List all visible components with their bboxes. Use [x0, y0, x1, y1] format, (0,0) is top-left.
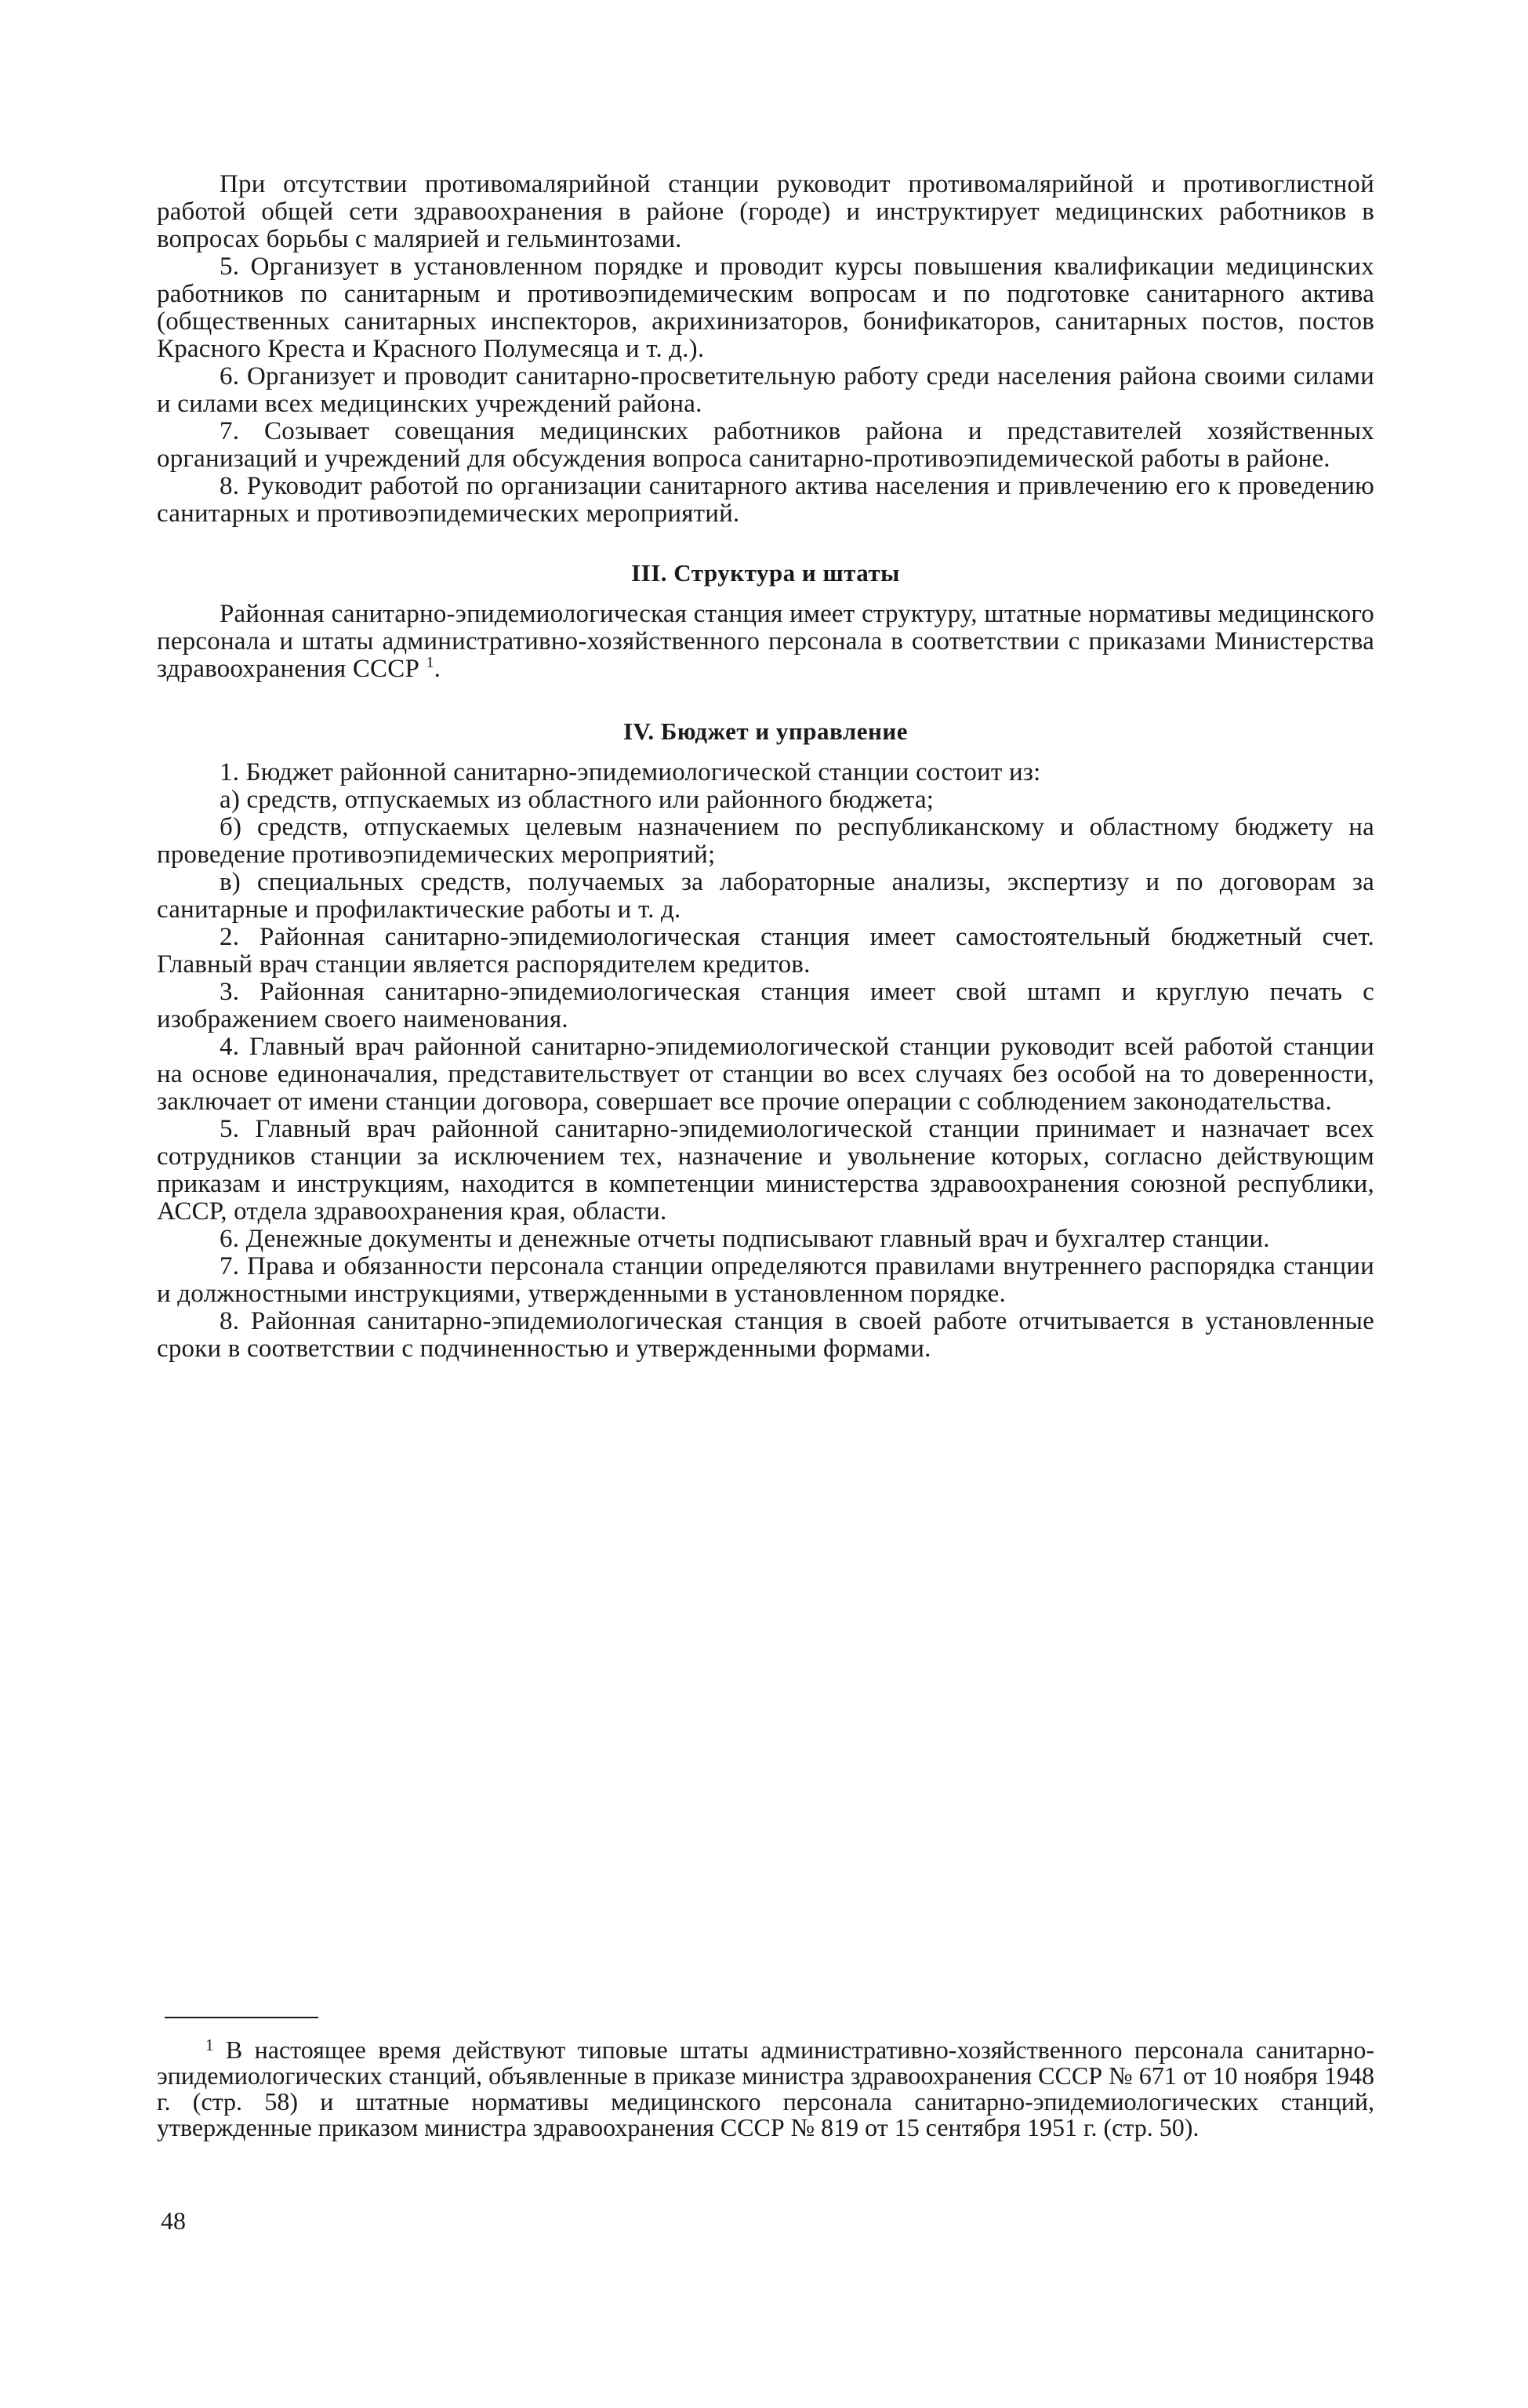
section-3-text [157, 601, 1374, 683]
budget-paragraph: 6. Денежные документы и денежные отчеты подписывают главный врач и бухгалтер станции. [220, 1225, 1270, 1253]
section-3-body: Районная санитарно-эпидемиологическая станция имеет структуру, штатные нормативы медицинского персонала и штаты административно-хозяйственного персонала в соответствии с приказами Министерства здравоохранения СССР [157, 600, 1374, 683]
budget-paragraph: 2. Районная санитарно-эпидемиологическая станция имеет самостоятельный бюджетный счет. Главный врач станции является распорядителем кредитов. [157, 923, 1374, 979]
section-3-period: . [434, 655, 441, 683]
budget-paragraph: 4. Главный врач районной санитарно-эпидемиологической станции руководит всей работой станции на основе единоначалия, представительствует от станции во всех случаях без особой на то доверенности, заключает от имени станции договора, совершает все прочие операции с соблюдением законодательства. [157, 1033, 1374, 1116]
budget-paragraph: 8. Районная санитарно-эпидемиологическая станция в своей работе отчитывается в установленные сроки в соответствии с подчиненностью и утвержденными формами. [157, 1307, 1374, 1363]
footnote-separator [165, 2017, 318, 2018]
intro-paragraph: 7. Созывает совещания медицинских работников района и представителей хозяйственных организаций и учреждений для обсуждения вопроса санитарно-противоэпидемической работы в районе. [157, 417, 1374, 473]
intro-paragraph: 6. Организует и проводит санитарно-просветительную работу среди населения района своими силами и силами всех медицинских учреждений района. [157, 362, 1374, 418]
budget-paragraph: в) специальных средств, получаемых за лабораторные анализы, экспертизу и по договорам за санитарные и профилактические работы и т. д. [157, 868, 1374, 924]
budget-paragraph: 7. Права и обязанности персонала станции определяются правилами внутреннего распорядка станции и должностными инструкциями, утвержденными в установленном порядке. [157, 1252, 1374, 1308]
budget-paragraph: 3. Районная санитарно-эпидемиологическая станция имеет свой штамп и круглую печать с изображением своего наименования. [157, 978, 1374, 1033]
budget-paragraph: а) средств, отпускаемых из областного или районного бюджета; [220, 786, 935, 814]
intro-paragraph: При отсутствии противомалярийной станции руководит противомалярийной и противоглистной работой общей сети здравоохранения в районе (городе) и инструктирует медицинских работников в вопросах борьбы с малярией и гельминтозами. [157, 170, 1374, 253]
budget-paragraph: 1. Бюджет районной санитарно-эпидемиологической станции состоит из: [220, 758, 1041, 786]
page-body [157, 171, 1374, 1363]
footnote-reference: 1 [426, 654, 434, 671]
footnote-text: В настоящее время действуют типовые штаты административно-хозяйственного персонала санитарно-эпидемиологических станций, объявленные в приказе министра здравоохранения СССР № 671 от 10 ноября 1948 г. (стр. 58) и штатные нормативы медицинского персонала санитарно-эпидемиологических станций, утвержденные приказом министра здравоохранения СССР № 819 от 15 сентября 1951 г. (стр. 50). [157, 2036, 1375, 2141]
intro-paragraph: 5. Организует в установленном порядке и проводит курсы повышения квалификации медицинских работников по санитарным и противоэпидемическим вопросам и по подготовке санитарного актива (общественных санитарных инспекторов, акрихинизаторов, бонификаторов, санитарных постов, постов Красного Креста и Красного Полумесяца и т. д.). [157, 252, 1374, 363]
budget-paragraph: б) средств, отпускаемых целевым назначением по республиканскому и областному бюджету на проведение противоэпидемических мероприятий; [157, 813, 1374, 869]
budget-paragraph: 5. Главный врач районной санитарно-эпидемиологической станции принимает и назначает всех сотрудников станции за исключением тех, назначение и увольнение которых, согласно действующим приказам и инструкциям, находится в компетенции министерства здравоохранения союзной республики, АССР, отдела здравоохранения края, области. [157, 1115, 1374, 1226]
footnote [157, 2037, 1374, 2141]
section-4-heading: IV. Бюджет и управление [622, 717, 909, 745]
section-3-heading: III. Структура и штаты [631, 559, 900, 587]
page-number: 48 [161, 2206, 186, 2235]
footnote-mark: 1 [205, 2036, 214, 2054]
intro-paragraph: 8. Руководит работой по организации санитарного актива населения и привлечению его к проведению санитарных и противоэпидемических мероприятий. [157, 472, 1374, 528]
